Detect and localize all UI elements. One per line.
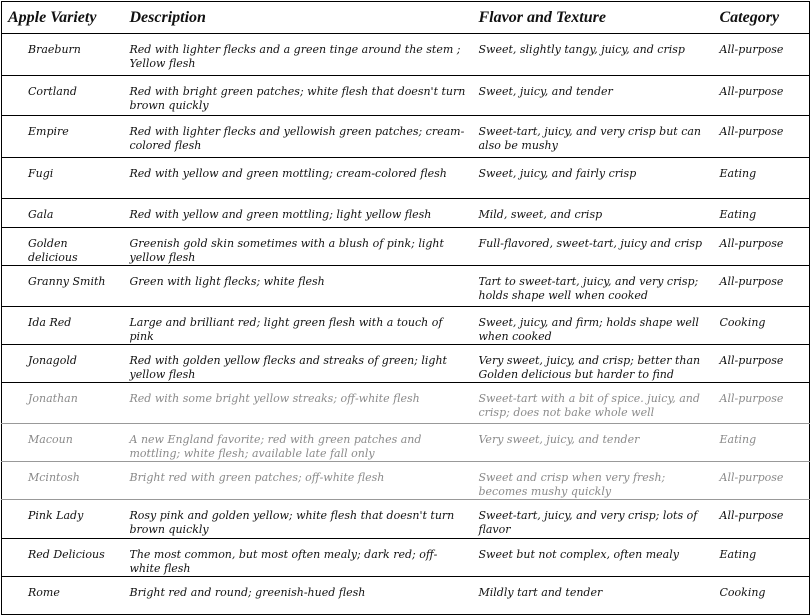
cell-description: Large and brilliant red; light green flesh with a touch of pink bbox=[124, 307, 473, 345]
cell-category: All-purpose bbox=[714, 500, 810, 539]
cell-description: Red with golden yellow flecks and streaks of green; light yellow flesh bbox=[124, 345, 473, 383]
cell-variety: Red Delicious bbox=[2, 539, 124, 577]
cell-category: All-purpose bbox=[714, 266, 810, 307]
cell-flavor: Sweet-tart, juicy, and very crisp; lots of flavor bbox=[473, 500, 714, 539]
header-description: Description bbox=[124, 2, 473, 34]
cell-flavor: Sweet-tart with a bit of spice. juicy, and crisp; does not bake whole well bbox=[473, 383, 714, 424]
cell-description: Green with light flecks; white flesh bbox=[124, 266, 473, 307]
table-row bbox=[2, 345, 810, 383]
cell-flavor: Sweet, slightly tangy, juicy, and crisp bbox=[473, 34, 714, 76]
cell-description: Red with yellow and green mottling; light yellow flesh bbox=[124, 199, 473, 228]
cell-flavor: Full-flavored, sweet-tart, juicy and crisp bbox=[473, 228, 714, 266]
cell-variety: Ida Red bbox=[2, 307, 124, 345]
cell-flavor: Sweet, juicy, and tender bbox=[473, 76, 714, 116]
cell-description: The most common, but most often mealy; dark red; off-white flesh bbox=[124, 539, 473, 577]
cell-variety: Empire bbox=[2, 116, 124, 158]
table-row bbox=[2, 76, 810, 116]
cell-flavor: Sweet, juicy, and fairly crisp bbox=[473, 158, 714, 199]
cell-flavor: Very sweet, juicy, and crisp; better than Golden delicious but harder to find bbox=[473, 345, 714, 383]
cell-variety: Gala bbox=[2, 199, 124, 228]
cell-category: Eating bbox=[714, 199, 810, 228]
cell-variety: Mcintosh bbox=[2, 462, 124, 500]
table-row bbox=[2, 424, 810, 462]
cell-category: Eating bbox=[714, 158, 810, 199]
cell-flavor: Sweet but not complex, often mealy bbox=[473, 539, 714, 577]
cell-variety: Macoun bbox=[2, 424, 124, 462]
cell-variety: Braeburn bbox=[2, 34, 124, 76]
cell-variety: Pink Lady bbox=[2, 500, 124, 539]
cell-variety: Jonagold bbox=[2, 345, 124, 383]
header-category: Category bbox=[714, 2, 810, 34]
cell-description: Red with lighter flecks and yellowish green patches; cream-colored flesh bbox=[124, 116, 473, 158]
cell-flavor: Sweet-tart, juicy, and very crisp but can also be mushy bbox=[473, 116, 714, 158]
cell-flavor: Very sweet, juicy, and tender bbox=[473, 424, 714, 462]
table-row bbox=[2, 539, 810, 577]
cell-variety: Jonathan bbox=[2, 383, 124, 424]
cell-flavor: Sweet and crisp when very fresh; becomes mushy quickly bbox=[473, 462, 714, 500]
cell-variety: Cortland bbox=[2, 76, 124, 116]
cell-category: Cooking bbox=[714, 577, 810, 615]
cell-description: Rosy pink and golden yellow; white flesh that doesn't turn brown quickly bbox=[124, 500, 473, 539]
table-row bbox=[2, 500, 810, 539]
header-row bbox=[2, 2, 810, 34]
apple-varieties-table bbox=[1, 1, 810, 615]
cell-category: All-purpose bbox=[714, 345, 810, 383]
table-row bbox=[2, 199, 810, 228]
table-row bbox=[2, 383, 810, 424]
cell-description: Bright red and round; greenish-hued flesh bbox=[124, 577, 473, 615]
cell-category: All-purpose bbox=[714, 76, 810, 116]
header-flavor: Flavor and Texture bbox=[473, 2, 714, 34]
cell-description: Red with some bright yellow streaks; off-white flesh bbox=[124, 383, 473, 424]
cell-variety: Rome bbox=[2, 577, 124, 615]
table-row bbox=[2, 116, 810, 158]
cell-category: Eating bbox=[714, 539, 810, 577]
table-row bbox=[2, 266, 810, 307]
cell-description: Red with yellow and green mottling; cream-colored flesh bbox=[124, 158, 473, 199]
cell-description: A new England favorite; red with green patches and mottling; white flesh; available late fall only bbox=[124, 424, 473, 462]
cell-category: Cooking bbox=[714, 307, 810, 345]
table-row bbox=[2, 158, 810, 199]
cell-variety: Granny Smith bbox=[2, 266, 124, 307]
header-variety: Apple Variety bbox=[2, 2, 124, 34]
cell-flavor: Mildly tart and tender bbox=[473, 577, 714, 615]
cell-flavor: Tart to sweet-tart, juicy, and very crisp; holds shape well when cooked bbox=[473, 266, 714, 307]
cell-category: All-purpose bbox=[714, 228, 810, 266]
cell-description: Red with bright green patches; white flesh that doesn't turn brown quickly bbox=[124, 76, 473, 116]
table-row bbox=[2, 577, 810, 615]
cell-flavor: Mild, sweet, and crisp bbox=[473, 199, 714, 228]
cell-variety: Golden delicious bbox=[2, 228, 124, 266]
cell-category: All-purpose bbox=[714, 383, 810, 424]
cell-category: All-purpose bbox=[714, 34, 810, 76]
cell-variety: Fugi bbox=[2, 158, 124, 199]
table-row bbox=[2, 34, 810, 76]
cell-category: All-purpose bbox=[714, 462, 810, 500]
cell-description: Red with lighter flecks and a green tinge around the stem ; Yellow flesh bbox=[124, 34, 473, 76]
table-row bbox=[2, 307, 810, 345]
cell-flavor: Sweet, juicy, and firm; holds shape well when cooked bbox=[473, 307, 714, 345]
cell-description: Bright red with green patches; off-white flesh bbox=[124, 462, 473, 500]
cell-category: Eating bbox=[714, 424, 810, 462]
table-row bbox=[2, 462, 810, 500]
cell-category: All-purpose bbox=[714, 116, 810, 158]
table-row bbox=[2, 228, 810, 266]
cell-description: Greenish gold skin sometimes with a blush of pink; light yellow flesh bbox=[124, 228, 473, 266]
